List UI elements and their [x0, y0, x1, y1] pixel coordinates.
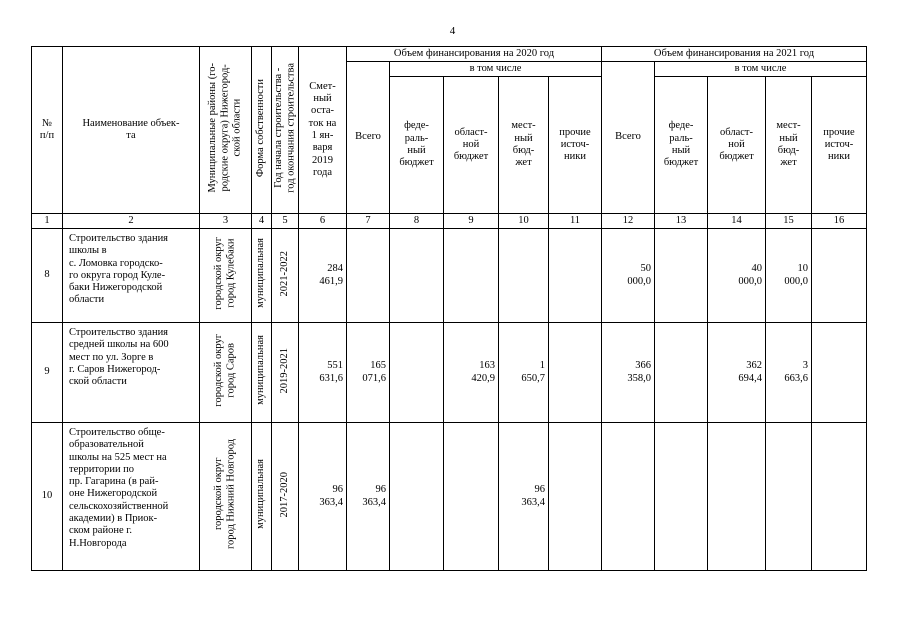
- ownership: муниципальная: [252, 323, 272, 423]
- value-total2020: 96 363,4: [347, 423, 390, 571]
- construction-years: 2021-2022: [272, 229, 299, 323]
- header-name: Наименование объек- та: [63, 47, 200, 214]
- financing-table: [31, 46, 867, 571]
- value-reg2021: 362 694,4: [708, 323, 766, 423]
- header-federal-2021: феде- раль- ный бюджет: [655, 77, 708, 214]
- value-oth2021: [812, 323, 867, 423]
- row-number: 8: [32, 229, 63, 323]
- table-row: [32, 323, 867, 423]
- header-local-2021: мест- ный бюд- жет: [766, 77, 812, 214]
- object-name: Строительство здания средней школы на 600 мест по ул. Зорге в г. Саров Нижегород- ской области: [63, 323, 200, 423]
- column-number: 11: [549, 214, 602, 229]
- object-name: Строительство обще- образовательной школы на 525 мест на территории по пр. Гагарина (в рай- оне Нижегородской сельскохозяйственной академии) в Приок- ском районе г. Н.Новгорода: [63, 423, 200, 571]
- construction-years: 2017-2020: [272, 423, 299, 571]
- table-row: [32, 229, 867, 323]
- value-loc2020: [499, 229, 549, 323]
- value-estimate: 284 461,9: [299, 229, 347, 323]
- header-years: Год начала строительства - год окончания строительства: [272, 47, 299, 214]
- value-loc2021: [766, 423, 812, 571]
- header-regional-2020: област- ной бюджет: [444, 77, 499, 214]
- value-total2021: 366 358,0: [602, 323, 655, 423]
- value-reg2021: [708, 423, 766, 571]
- object-name: Строительство здания школы в с. Ломовка городско- го округа город Куле- баки Нижегородской области: [63, 229, 200, 323]
- column-number: 13: [655, 214, 708, 229]
- municipality: городской округ город Нижний Новгород: [200, 423, 252, 571]
- value-estimate: 96 363,4: [299, 423, 347, 571]
- value-fed2021: [655, 229, 708, 323]
- header-including-2021: в том числе: [655, 62, 867, 77]
- construction-years: 2019-2021: [272, 323, 299, 423]
- column-number: 5: [272, 214, 299, 229]
- table-row: [32, 423, 867, 571]
- header-local-2020: мест- ный бюд- жет: [499, 77, 549, 214]
- value-fed2021: [655, 423, 708, 571]
- municipality: городской округ город Кулебаки: [200, 229, 252, 323]
- row-number: 10: [32, 423, 63, 571]
- value-oth2020: [549, 423, 602, 571]
- column-number: 12: [602, 214, 655, 229]
- value-reg2020: [444, 229, 499, 323]
- value-fed2020: [390, 323, 444, 423]
- header-estimate: Смет- ный оста- ток на 1 ян- варя 2019 года: [299, 47, 347, 214]
- column-number: 8: [390, 214, 444, 229]
- value-fed2020: [390, 423, 444, 571]
- header-ownership: Форма собственности: [252, 47, 272, 214]
- value-total2021: [602, 423, 655, 571]
- header-total-2020: Всего: [347, 62, 390, 214]
- value-oth2020: [549, 323, 602, 423]
- column-number: 3: [200, 214, 252, 229]
- value-fed2020: [390, 229, 444, 323]
- municipality: городской округ город Саров: [200, 323, 252, 423]
- header-federal-2020: феде- раль- ный бюджет: [390, 77, 444, 214]
- value-oth2021: [812, 229, 867, 323]
- column-number: 10: [499, 214, 549, 229]
- ownership: муниципальная: [252, 229, 272, 323]
- value-loc2020: 96 363,4: [499, 423, 549, 571]
- value-loc2021: 3 663,6: [766, 323, 812, 423]
- column-number: 9: [444, 214, 499, 229]
- value-reg2020: 163 420,9: [444, 323, 499, 423]
- header-municipal: Муниципальные районы (го- родские округа) Нижегород- ской области: [200, 47, 252, 214]
- header-fin-2020: Объем финансирования на 2020 год: [347, 47, 602, 62]
- column-number: 15: [766, 214, 812, 229]
- value-oth2021: [812, 423, 867, 571]
- value-fed2021: [655, 323, 708, 423]
- value-loc2020: 1 650,7: [499, 323, 549, 423]
- value-estimate: 551 631,6: [299, 323, 347, 423]
- header-other-2021: прочие источ- ники: [812, 77, 867, 214]
- value-reg2021: 40 000,0: [708, 229, 766, 323]
- column-number: 7: [347, 214, 390, 229]
- column-number: 16: [812, 214, 867, 229]
- column-number: 6: [299, 214, 347, 229]
- value-loc2021: 10 000,0: [766, 229, 812, 323]
- ownership: муниципальная: [252, 423, 272, 571]
- value-total2021: 50 000,0: [602, 229, 655, 323]
- value-total2020: [347, 229, 390, 323]
- column-number: 14: [708, 214, 766, 229]
- header-regional-2021: област- ной бюджет: [708, 77, 766, 214]
- value-total2020: 165 071,6: [347, 323, 390, 423]
- column-number-row: [32, 214, 867, 229]
- page-number: 4: [449, 25, 456, 37]
- value-oth2020: [549, 229, 602, 323]
- column-number: 4: [252, 214, 272, 229]
- header-including-2020: в том числе: [390, 62, 602, 77]
- header-fin-2021: Объем финансирования на 2021 год: [602, 47, 867, 62]
- column-number: 1: [32, 214, 63, 229]
- row-number: 9: [32, 323, 63, 423]
- header-num: № п/п: [32, 47, 63, 214]
- value-reg2020: [444, 423, 499, 571]
- header-other-2020: прочие источ- ники: [549, 77, 602, 214]
- column-number: 2: [63, 214, 200, 229]
- header-total-2021: Всего: [602, 62, 655, 214]
- header-row-1: [32, 47, 867, 62]
